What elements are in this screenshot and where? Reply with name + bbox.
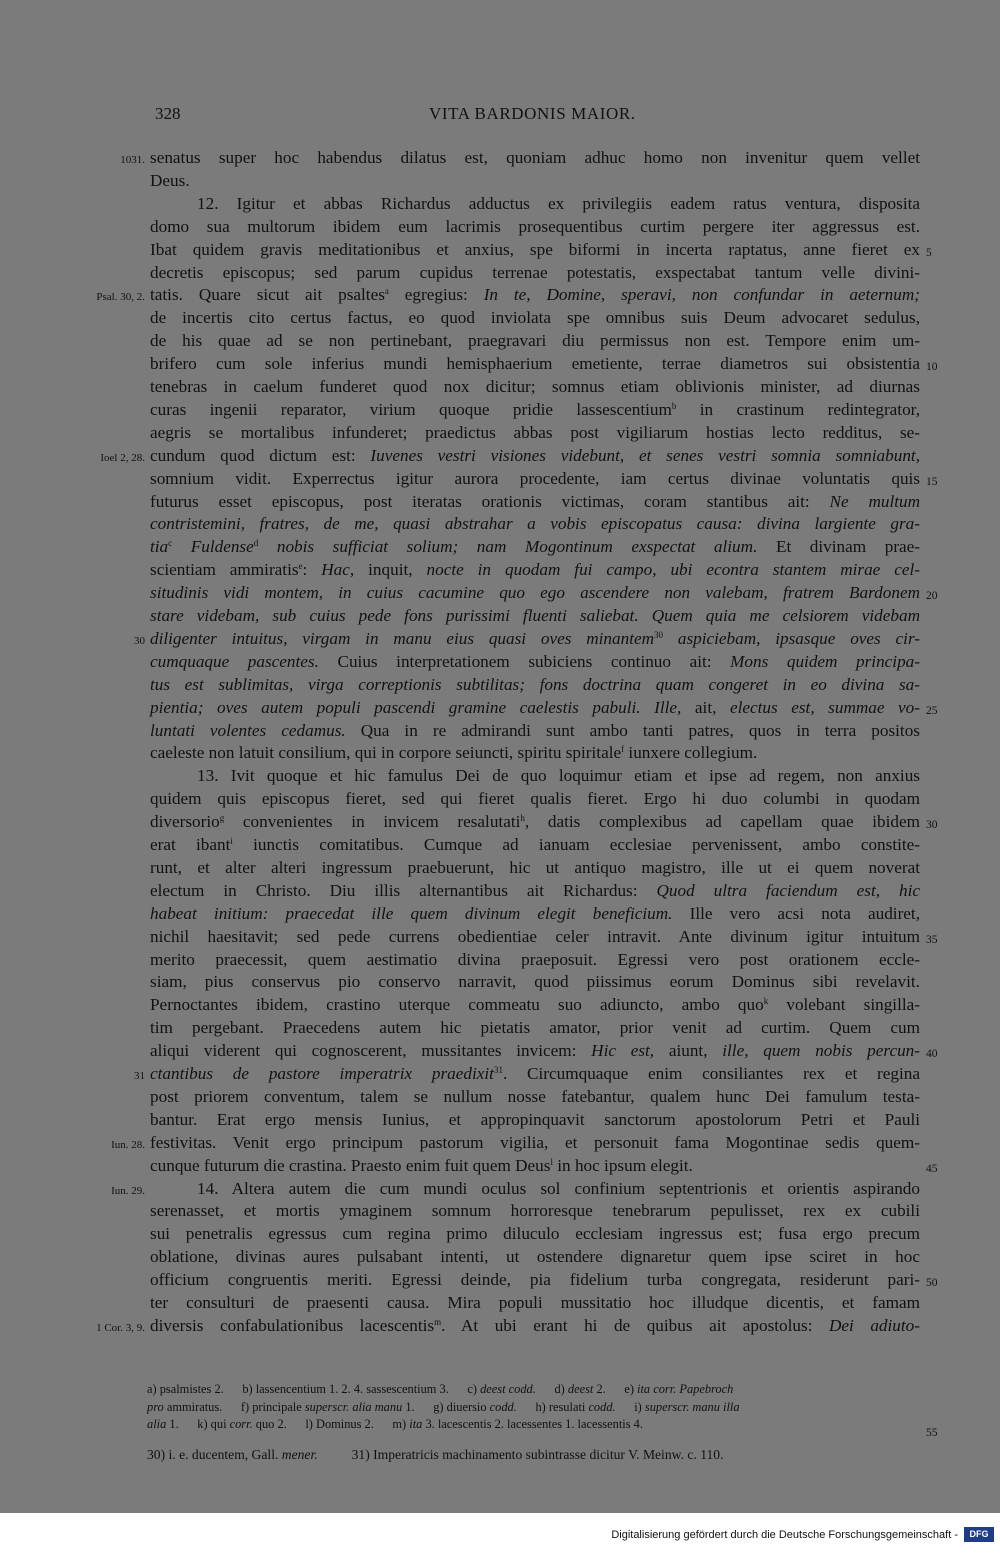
line-text: Pernoctantes ibidem, crastino uterque commeatu suo adiuncto, ambo quo$^k$ volebant singilla-: [150, 995, 920, 1014]
text-line: [0, 1132, 1000, 1154]
text-line: [0, 788, 1000, 810]
footer-credit-text: Digitalisierung gefördert durch die Deutsche Forschungsgemeinschaft -: [611, 1529, 958, 1541]
text-line: [0, 582, 1000, 604]
line-text: siam, pius conservus pio conservo narravit, quod piissimus eorum Dominus sibi revelavit.: [150, 972, 920, 991]
line-text: tim pergebant. Praecedens autem hic pietatis amator, prior venit ad curtim. Quem cum: [150, 1018, 920, 1037]
line-text: senatus super hoc habendus dilatus est, quoniam adhuc homo non invenitur quem vellet: [150, 148, 920, 167]
line-text: aegris se mortalibus infunderet; praedictus abbas post vigiliarum hostias lecto redditus, se-: [150, 423, 920, 442]
line-text: aliqui viderent qui cognoscerent, mussitantes invicem: Hic est, aiunt, ille, quem nobis percun-: [150, 1041, 920, 1060]
text-line: [0, 880, 1000, 902]
text-line: [0, 239, 1000, 261]
line-text: diligenter intuitus, virgam in manu eius quasi oves minantem$^{30}$ aspiciebam, ipsasque oves cir-: [150, 629, 921, 648]
page-number: 328: [155, 104, 181, 123]
text-line: [0, 376, 1000, 398]
line-number: 50: [926, 1277, 938, 1289]
line-number: 40: [926, 1048, 938, 1060]
text-line: [0, 193, 1000, 215]
line-text: futurus esset episcopus, post iteratas orationis victimas, coram stantibus ait: Ne multum: [150, 492, 921, 511]
line-text: Ibat quidem gravis meditationibus et anxius, spe biformi in incerta raptatus, anne fieret ex: [150, 240, 920, 259]
line-text: officium congruentis meriti. Egressi deinde, pia fidelium turba congregata, residerunt pari-: [150, 1270, 920, 1289]
margin-reference: Ioel 2, 28.: [100, 452, 145, 464]
line-text: serenasset, et mortis ymaginem somnum horroresque tenebrarum pepulisset, rex ex cubili: [150, 1201, 920, 1220]
line-number: 45: [926, 1163, 938, 1175]
line-text: cunque futurum die crastina. Praesto enim fuit quem Deus$^l$ in hoc ipsum elegit.: [150, 1156, 693, 1175]
line-number: 20: [926, 590, 938, 602]
text-line: [0, 1200, 1000, 1222]
text-line: [0, 834, 1000, 856]
line-text: luntati volentes cedamus. Qua in re admirandi sunt ambo tanti patres, quos in terra positos: [150, 721, 920, 740]
line-text: brifero cum sole inferius mundi hemisphaerium emetiente, terrae diametros sui obsistentia: [150, 354, 920, 373]
text-line: [0, 926, 1000, 948]
line-text: cumquaque pascentes. Cuius interpretationem subiciens continuo ait: Mons quidem principa-: [150, 652, 920, 671]
line-text: 12. Igitur et abbas Richardus adductus ex privilegiis eadem ratus ventura, disposita: [197, 194, 920, 213]
line-number: 55: [926, 1427, 938, 1439]
line-text: Deus.: [150, 171, 190, 190]
footnote-line: a) psalmistes 2. b) lassencentium 1. 2. 4. sassescentium 3. c) deest codd. d) deest 2. e) ita corr. Papebroch: [147, 1382, 734, 1396]
line-text: electum in Christo. Diu illis alternantibus ait Richardus: Quod ultra faciendum est, hic: [150, 881, 920, 900]
line-text: decretis episcopus; sed parum cupidus terrenae potestatis, exspectabat tantum velle divini-: [150, 263, 920, 282]
line-text: tia$^c$ Fuldense$^d$ nobis sufficiat solium; nam Mogontinum exspectat alium. Et divinam prae-: [150, 537, 921, 556]
text-line: [0, 628, 1000, 650]
margin-reference: Iun. 28.: [111, 1139, 145, 1151]
margin-reference: 30: [134, 635, 145, 647]
line-number: 15: [926, 476, 938, 488]
text-line: [0, 857, 1000, 879]
line-text: caeleste non latuit consilium, qui in corpore seiuncti, spiritu spiritale$^f$ iunxere collegium.: [150, 743, 758, 762]
footnote-line: pro ammiratus. f) principale superscr. alia manu 1. g) diuersio codd. h) resulati codd. i) superscr. manu illa: [147, 1399, 740, 1414]
text-line: [0, 697, 1000, 719]
line-text: bantur. Erat ergo mensis Iunius, et appropinquavit sanctorum apostolorum Petri et Pauli: [150, 1110, 920, 1129]
line-text: oblatione, divinas aures pulsabant intenti, ut ostendere dignaretur quem ipse sciret in hoc: [150, 1247, 920, 1266]
line-text: erat ibant$^i$ iunctis comitatibus. Cumque ad ianuam ecclesiae pervenissent, ambo constite-: [150, 835, 921, 854]
text-line: [0, 491, 1000, 513]
line-number: 10: [926, 361, 938, 373]
margin-reference: 1 Cor. 3, 9.: [96, 1322, 145, 1334]
line-text: festivitas. Venit ergo principum pastorum vigilia, et personuit fama Mogontinae sedis quem-: [150, 1133, 920, 1152]
line-text: domo sua multorum ibidem eum lacrimis prosequentibus curtim pergere iter aggressus est.: [150, 217, 920, 236]
text-line: [0, 422, 1000, 444]
text-line: [0, 605, 1000, 627]
line-text: merito praecessit, quem aestimatio divina praeposuit. Egressi vero post orationem eccle-: [150, 950, 920, 969]
footer-bar: [0, 1513, 1000, 1555]
line-text: diversis confabulationibus lacescentis$^m$. At ubi erant hi de quibus ait apostolus: Dei adiuto-: [150, 1316, 920, 1335]
page-header: [0, 104, 1000, 132]
text-line: [0, 1223, 1000, 1245]
text-line: [0, 674, 1000, 696]
line-text: diversorio$^g$ convenientes in invicem resalutati$^h$, datis complexibus ad capellam quae ibidem: [150, 812, 921, 831]
margin-reference: Iun. 29.: [111, 1185, 145, 1197]
line-text: cundum quod dictum est: Iuvenes vestri visiones videbunt, et senes vestri somnia somniabunt,: [150, 446, 920, 465]
running-title: VITA BARDONIS MAIOR.: [429, 104, 636, 123]
text-line: [0, 1178, 1000, 1200]
text-line: [0, 170, 1000, 192]
dfg-logo: DFG: [964, 1527, 994, 1542]
line-number: 30: [926, 819, 938, 831]
line-text: de his quae ad se non pertinebant, praegravari diu permissus non est. Tempore enim um-: [150, 331, 920, 350]
text-line: [0, 971, 1000, 993]
text-line: [0, 399, 1000, 421]
text-line: [0, 903, 1000, 925]
text-line: [0, 1315, 1000, 1337]
margin-reference: 31: [134, 1070, 145, 1082]
line-number: 25: [926, 705, 938, 717]
line-text: habeat initium: praecedat ille quem divinum elegit beneficium. Ille vero acsi nota audiret,: [150, 904, 920, 923]
line-text: nichil haesitavit; sed pede currens obedientiae celer intravit. Ante divinum igitur intuitum: [150, 927, 920, 946]
line-text: curas ingenii reparator, virium quoque pridie lassescentium$^b$ in crastinum redintegrator,: [150, 400, 920, 419]
text-line: [0, 811, 1000, 833]
line-text: 13. Ivit quoque et hic famulus Dei de quo loquimur etiam et ipse ad regem, non anxius: [197, 766, 920, 785]
line-text: ter consulturi de praesenti causa. Mira populi mussitatio hoc illudque dicentis, et famam: [150, 1293, 920, 1312]
text-line: [0, 147, 1000, 169]
text-line: [0, 513, 1000, 535]
line-text: sui penetralis egressus cum regina primo diluculo ecclesiam ingressus est; fusa ergo precum: [150, 1224, 920, 1243]
text-line: [0, 536, 1000, 558]
text-line: [0, 468, 1000, 490]
text-line: [0, 765, 1000, 787]
text-line: [0, 651, 1000, 673]
margin-reference: Psal. 30, 2.: [96, 291, 145, 303]
line-text: stare videbam, sub cuius pede fons purissimi fluenti saliebat. Quem quia me celsiorem videbam: [150, 606, 920, 625]
text-line: [0, 262, 1000, 284]
line-text: runt, et alter alteri ingressum praebuerunt, hic ut antiquo magistro, ille ut ei quem noverat: [150, 858, 920, 877]
line-text: quidem quis episcopus fieret, sed qui fieret qualis fieret. Ergo hi duo columbi in quodam: [150, 789, 920, 808]
line-text: tenebras in caelum funderet quod nox dicitur; somnus etiam oblivionis minister, ad diurnas: [150, 377, 920, 396]
text-line: [0, 1086, 1000, 1108]
text-line: [0, 353, 1000, 375]
line-text: scientiam ammiratis$^e$: Hac, inquit, nocte in quodam fui campo, ubi econtra stantem mirae cel-: [150, 560, 920, 579]
text-line: [0, 720, 1000, 742]
text-line: [0, 559, 1000, 581]
margin-reference: 1031.: [120, 154, 145, 166]
text-line: [0, 949, 1000, 971]
text-line: [0, 1109, 1000, 1131]
text-line: [0, 1040, 1000, 1062]
text-line: [0, 1269, 1000, 1291]
text-line: [0, 284, 1000, 306]
text-line: [0, 994, 1000, 1016]
line-text: tatis. Quare sicut ait psaltes$^a$ egregius: In te, Domine, speravi, non confundar in aeternum;: [150, 285, 920, 304]
text-line: [0, 1155, 1000, 1177]
line-number: 35: [926, 934, 938, 946]
line-text: contristemini, fratres, de me, quasi abstrahar a vobis episcopatus causa: divina largiente gra-: [150, 514, 920, 533]
text-line: [0, 1246, 1000, 1268]
text-line: [0, 307, 1000, 329]
text-line: [0, 445, 1000, 467]
line-number: 5: [926, 247, 932, 259]
text-line: [0, 330, 1000, 352]
line-text: post priorem conventum, talem se nullum nosse fatebantur, qualem hunc Dei famulum testa-: [150, 1087, 920, 1106]
line-text: ctantibus de pastore imperatrix praedixit$^{31}$. Circumquaque enim consiliantes rex et regina: [150, 1064, 920, 1083]
line-text: situdinis vidi montem, in cuius cacumine quo ego ascendere non valebam, fratrem Bardonem: [150, 583, 920, 602]
line-text: pientia; oves autem populi pascendi gramine caelestis pabuli. Ille, ait, electus est, summae vo-: [150, 698, 920, 717]
text-line: [0, 1292, 1000, 1314]
line-text: tus est sublimitas, virga correptionis subtilitas; fons doctrina quam congeret in eo divina sa-: [150, 675, 920, 694]
endnotes: 30) i. e. ducentem, Gall. mener. 31) Imperatricis machinamento subintrasse dicitur V. Meinw. c. 110.: [147, 1447, 724, 1462]
text-line: [0, 742, 1000, 764]
line-text: somnium vidit. Experrectus igitur aurora procedente, iam certus divinae voluntatis quis: [150, 469, 920, 488]
footnote-line: alia 1. k) qui corr. quo 2. l) Dominus 2. m) ita 3. lacescentis 2. lacessentes 1. lacessentis 4.: [147, 1417, 643, 1431]
line-text: de incertis cito certus factus, eo quod inviolata spe omnibus suis Deum advocaret sedulus,: [150, 308, 920, 327]
text-line: [0, 216, 1000, 238]
text-line: [0, 1017, 1000, 1039]
line-text: 14. Altera autem die cum mundi oculus sol confinium septentrionis et orientis aspirando: [197, 1179, 920, 1198]
text-line: [0, 1063, 1000, 1085]
